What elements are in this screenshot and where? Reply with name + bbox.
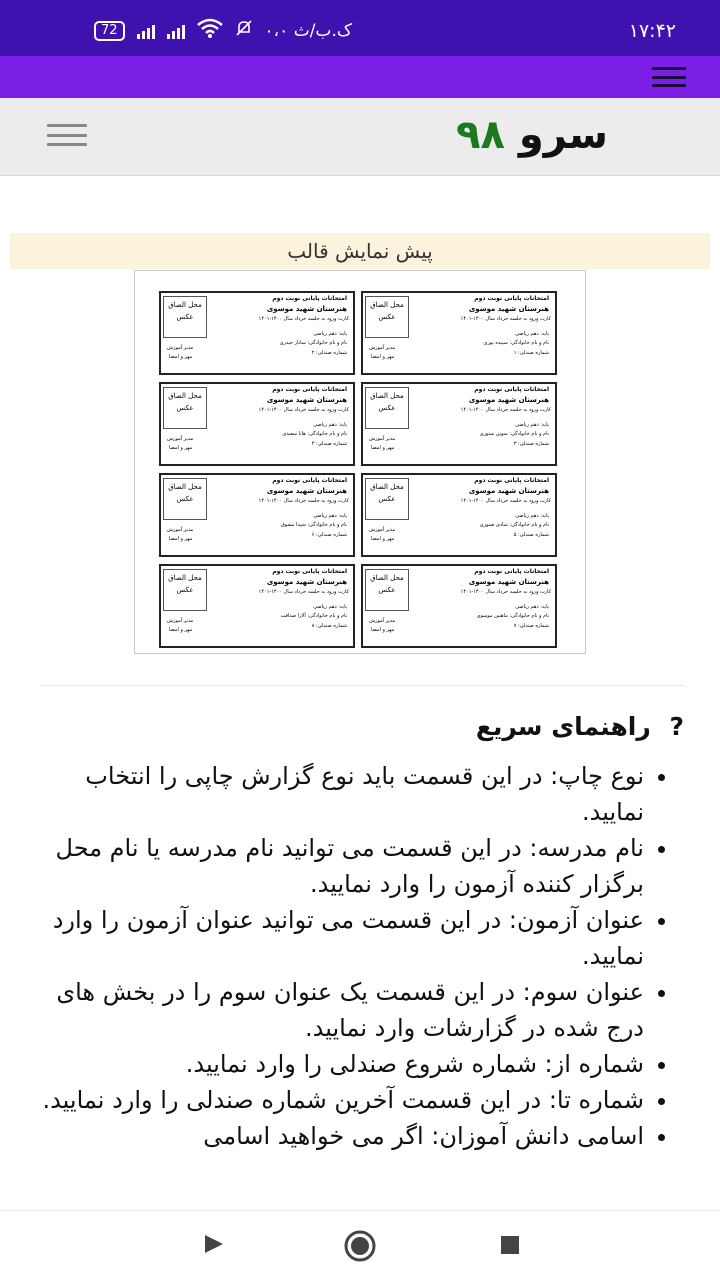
photo-placeholder: محل الصاق عکس xyxy=(163,296,207,338)
preview-title: پیش نمایش قالب xyxy=(10,233,710,269)
card-school: هنرستان شهید موسوی xyxy=(266,396,347,404)
card-principal: مدیر آموزش xyxy=(167,527,194,533)
card-name: نام و نام خانوادگی: هانا سعیدی xyxy=(282,431,347,437)
back-triangle-icon[interactable] xyxy=(203,1233,225,1259)
card-principal: مدیر آموزش xyxy=(167,618,194,624)
seat-card xyxy=(361,473,557,557)
card-seal: مهر و امضا xyxy=(371,354,395,360)
seat-card xyxy=(361,291,557,375)
list-item: • نوع چاپ: در این قسمت باید نوع گزارش چاپی را انتخاب نمایید. xyxy=(30,758,644,830)
card-seat: شماره صندلی: ۱ xyxy=(513,350,549,356)
photo-placeholder: محل الصاق عکس xyxy=(163,569,207,611)
card-entry: کارت ورود به جلسه خرداد سال ۱۴۰۰-۱۴۰۱ xyxy=(460,407,551,413)
card-entry: کارت ورود به جلسه خرداد سال ۱۴۰۰-۱۴۰۱ xyxy=(460,589,551,595)
menu-icon[interactable] xyxy=(652,67,686,87)
seat-card xyxy=(361,382,557,466)
list-item: • اسامی دانش آموزان: اگر می خواهید اسامی xyxy=(30,1118,644,1154)
card-seat: شماره صندلی: ۵ xyxy=(513,532,549,538)
card-principal: مدیر آموزش xyxy=(369,436,396,442)
card-school: هنرستان شهید موسوی xyxy=(468,305,549,313)
card-name: نام و نام خانوادگی: سپیده نوری xyxy=(483,340,549,346)
system-nav-bar xyxy=(0,1210,720,1280)
card-principal: مدیر آموزش xyxy=(369,345,396,351)
card-school: هنرستان شهید موسوی xyxy=(266,305,347,313)
card-seat: شماره صندلی: ۳ xyxy=(513,441,549,447)
card-school: هنرستان شهید موسوی xyxy=(266,578,347,586)
card-school: هنرستان شهید موسوی xyxy=(468,487,549,495)
card-exam: امتحانات پایانی نوبت دوم xyxy=(474,386,549,393)
site-header xyxy=(0,98,720,176)
card-exam: امتحانات پایانی نوبت دوم xyxy=(272,386,347,393)
card-name: نام و نام خانوادگی: سوین ستوری xyxy=(479,431,549,437)
card-grade: پایه: دهم ریاضی xyxy=(515,513,549,519)
status-bar xyxy=(0,0,720,56)
signal-icon xyxy=(167,23,185,39)
card-grade: پایه: دهم ریاضی xyxy=(515,422,549,428)
card-entry: کارت ورود به جلسه خرداد سال ۱۴۰۰-۱۴۰۱ xyxy=(258,498,349,504)
card-seal: مهر و امضا xyxy=(371,536,395,542)
card-entry: کارت ورود به جلسه خرداد سال ۱۴۰۰-۱۴۰۱ xyxy=(258,407,349,413)
card-seat: شماره صندلی: ۸ xyxy=(311,623,347,629)
list-item: • عنوان سوم: در این قسمت یک عنوان سوم را در بخش های درج شده در گزارشات وارد نمایید. xyxy=(30,974,644,1046)
card-school: هنرستان شهید موسوی xyxy=(468,396,549,404)
status-icons xyxy=(94,18,352,43)
help-title xyxy=(476,712,684,741)
card-principal: مدیر آموزش xyxy=(369,527,396,533)
card-seal: مهر و امضا xyxy=(371,627,395,633)
card-seat: شماره صندلی: ۲ xyxy=(311,350,347,356)
card-seat: شماره صندلی: ۴ xyxy=(311,441,347,447)
card-grade: پایه: دهم ریاضی xyxy=(515,331,549,337)
card-grade: پایه: دهم ریاضی xyxy=(313,604,347,610)
photo-placeholder: محل الصاق عکس xyxy=(365,478,409,520)
site-menu-icon[interactable] xyxy=(47,124,87,146)
list-item: • شماره از: شماره شروع صندلی را وارد نمایید. xyxy=(30,1046,644,1082)
mute-bell-icon xyxy=(235,19,253,42)
photo-placeholder: محل الصاق عکس xyxy=(365,387,409,429)
card-name: نام و نام خانوادگی: ساناز حیدری xyxy=(279,340,347,346)
site-logo[interactable] xyxy=(456,112,608,158)
list-item: • نام مدرسه: در این قسمت می توانید نام مدرسه یا نام محل برگزار کننده آزمون را وارد نمایید. xyxy=(30,830,644,902)
photo-placeholder: محل الصاق عکس xyxy=(365,569,409,611)
card-principal: مدیر آموزش xyxy=(167,436,194,442)
card-exam: امتحانات پایانی نوبت دوم xyxy=(474,295,549,302)
recents-square-icon[interactable] xyxy=(500,1235,520,1259)
card-seal: مهر و امضا xyxy=(371,445,395,451)
card-exam: امتحانات پایانی نوبت دوم xyxy=(474,568,549,575)
photo-placeholder: محل الصاق عکس xyxy=(163,387,207,429)
logo-word: سرو xyxy=(518,112,608,158)
card-school: هنرستان شهید موسوی xyxy=(266,487,347,495)
divider xyxy=(40,685,684,686)
card-entry: کارت ورود به جلسه خرداد سال ۱۴۰۰-۱۴۰۱ xyxy=(258,589,349,595)
battery-icon: 72 xyxy=(94,21,125,41)
help-title-text: راهنمای سریع xyxy=(475,712,651,741)
card-seat: شماره صندلی: ۷ xyxy=(513,623,549,629)
wifi-icon xyxy=(197,18,223,43)
card-seal: مهر و امضا xyxy=(169,445,193,451)
card-exam: امتحانات پایانی نوبت دوم xyxy=(272,477,347,484)
photo-placeholder: محل الصاق عکس xyxy=(365,296,409,338)
card-seal: مهر و امضا xyxy=(169,536,193,542)
list-item: • شماره تا: در این قسمت آخرین شماره صندلی را وارد نمایید. xyxy=(30,1082,644,1118)
card-exam: امتحانات پایانی نوبت دوم xyxy=(272,295,347,302)
card-seal: مهر و امضا xyxy=(169,354,193,360)
list-item: • عنوان آزمون: در این قسمت می توانید عنوان آزمون را وارد نمایید. xyxy=(30,902,644,974)
question-icon: ? xyxy=(669,712,684,741)
card-entry: کارت ورود به جلسه خرداد سال ۱۴۰۰-۱۴۰۱ xyxy=(258,316,349,322)
home-circle-icon[interactable] xyxy=(343,1229,377,1267)
card-name: نام و نام خانوادگی: شیدا مشوق xyxy=(280,522,347,528)
card-exam: امتحانات پایانی نوبت دوم xyxy=(272,568,347,575)
card-exam: امتحانات پایانی نوبت دوم xyxy=(474,477,549,484)
card-name: نام و نام خانوادگی: شادی صبوری xyxy=(479,522,549,528)
card-grade: پایه: دهم ریاضی xyxy=(515,604,549,610)
clock: ۱۷:۴۲ xyxy=(628,20,676,42)
card-entry: کارت ورود به جلسه خرداد سال ۱۴۰۰-۱۴۰۱ xyxy=(460,498,551,504)
card-name: نام و نام خانوادگی: آلارا صداقت xyxy=(280,613,347,619)
signal-icon xyxy=(137,23,155,39)
network-speed: ۰،۰ ک.ب/ث xyxy=(264,20,353,41)
help-list xyxy=(30,758,644,1154)
seat-card xyxy=(159,291,355,375)
card-grade: پایه: دهم ریاضی xyxy=(313,331,347,337)
card-seal: مهر و امضا xyxy=(169,627,193,633)
card-principal: مدیر آموزش xyxy=(369,618,396,624)
logo-number: ۹۸ xyxy=(456,112,505,158)
card-principal: مدیر آموزش xyxy=(167,345,194,351)
seat-card xyxy=(159,473,355,557)
app-bar xyxy=(0,56,720,98)
seat-card xyxy=(361,564,557,648)
card-entry: کارت ورود به جلسه خرداد سال ۱۴۰۰-۱۴۰۱ xyxy=(460,316,551,322)
seat-card xyxy=(159,382,355,466)
card-school: هنرستان شهید موسوی xyxy=(468,578,549,586)
card-grade: پایه: دهم ریاضی xyxy=(313,513,347,519)
card-grade: پایه: دهم ریاضی xyxy=(313,422,347,428)
card-name: نام و نام خانوادگی: ماهتین موسوی xyxy=(476,613,549,619)
seat-card xyxy=(159,564,355,648)
photo-placeholder: محل الصاق عکس xyxy=(163,478,207,520)
card-seat: شماره صندلی: ۶ xyxy=(311,532,347,538)
template-preview xyxy=(134,270,586,654)
